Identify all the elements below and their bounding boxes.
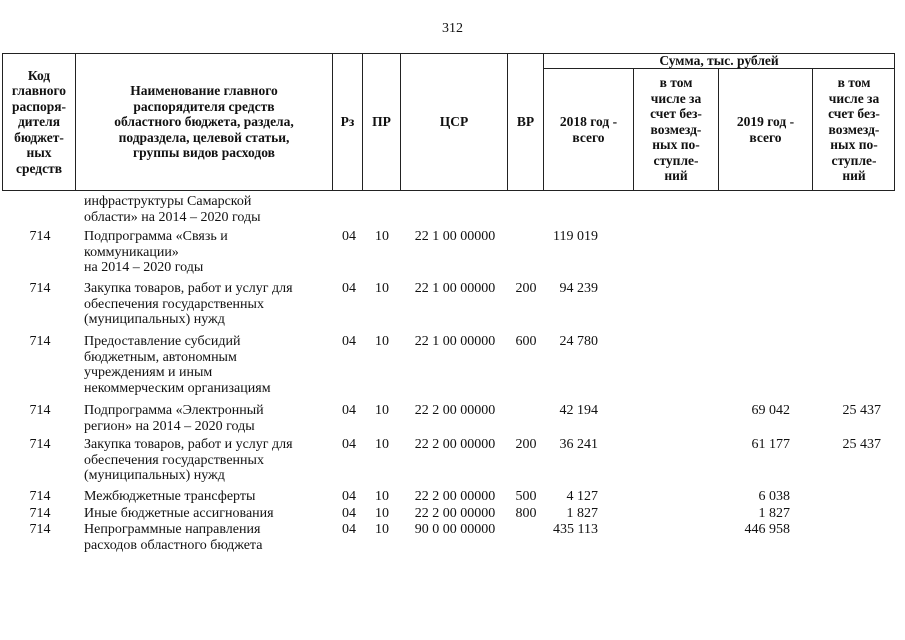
row-csr: 22 2 00 00000	[414, 506, 496, 521]
row-vr: 800	[515, 506, 537, 521]
row-vr: 200	[515, 281, 537, 296]
row-sum-2018: 36 241	[559, 437, 598, 452]
row-rz: 04	[342, 489, 356, 504]
row-sum-2019-gratis: 25 437	[842, 403, 881, 418]
row-code: 714	[29, 229, 51, 244]
row-name: Закупка товаров, работ и услуг для обеспечения государственных (муниципальных) нужд	[84, 437, 293, 483]
row-csr: 90 0 00 00000	[414, 522, 496, 537]
row-code: 714	[29, 281, 51, 296]
row-rz: 04	[342, 229, 356, 244]
row-name: Подпрограмма «Электронный регион» на 2014 – 2020 годы	[84, 403, 264, 434]
row-code: 714	[29, 437, 51, 452]
row-sum-2019: 6 038	[758, 489, 790, 504]
row-name: Непрограммные направления расходов областного бюджета	[84, 522, 263, 553]
row-name: Иные бюджетные ассигнования	[84, 506, 274, 521]
row-name: Межбюджетные трансферты	[84, 489, 256, 504]
row-csr: 22 2 00 00000	[414, 489, 496, 504]
header-2018-total: 2018 год - всего	[544, 69, 634, 190]
header-sum-title: Сумма, тыс. рублей	[544, 54, 894, 69]
row-csr: 22 1 00 00000	[414, 229, 496, 244]
header-sum-group	[544, 54, 894, 190]
row-name: Предоставление субсидий бюджетным, автономным учреждениям и иным некоммерческим организациям	[84, 334, 271, 396]
row-rz: 04	[342, 334, 356, 349]
row-code: 714	[29, 489, 51, 504]
row-pr: 10	[375, 403, 389, 418]
table-header	[2, 53, 895, 191]
row-code: 714	[29, 334, 51, 349]
header-csr: ЦСР	[401, 54, 508, 190]
row-name: Подпрограмма «Связь и коммуникации» на 2014 – 2020 годы	[84, 229, 228, 275]
row-sum-2018: 435 113	[553, 522, 598, 537]
header-pr: ПР	[363, 54, 401, 190]
row-code: 714	[29, 403, 51, 418]
row-rz: 04	[342, 506, 356, 521]
row-pr: 10	[375, 489, 389, 504]
header-2018-gratis: в том числе за счет без- возмезд- ных по- ступле- ний	[634, 69, 719, 190]
row-rz: 04	[342, 281, 356, 296]
header-rz: Рз	[333, 54, 363, 190]
row-sum-2018: 4 127	[566, 489, 598, 504]
row-name: Закупка товаров, работ и услуг для обеспечения государственных (муниципальных) нужд	[84, 281, 293, 327]
header-vr: ВР	[508, 54, 544, 190]
row-sum-2018: 42 194	[559, 403, 598, 418]
row-csr: 22 2 00 00000	[414, 437, 496, 452]
header-code: Код главного распоря- дителя бюджет- ных средств	[3, 54, 76, 190]
row-vr: 500	[515, 489, 537, 504]
row-code: 714	[29, 522, 51, 537]
row-sum-2018: 119 019	[553, 229, 598, 244]
header-name: Наименование главного распорядителя средств областного бюджета, раздела, подраздела, целевой статьи, группы видов расходов	[76, 54, 333, 190]
row-csr: 22 1 00 00000	[414, 334, 496, 349]
row-sum-2019-gratis: 25 437	[842, 437, 881, 452]
row-sum-2018: 24 780	[559, 334, 598, 349]
row-rz: 04	[342, 522, 356, 537]
row-pr: 10	[375, 229, 389, 244]
header-2019-total: 2019 год - всего	[719, 69, 813, 190]
row-sum-2018: 94 239	[559, 281, 598, 296]
row-pr: 10	[375, 437, 389, 452]
row-csr: 22 2 00 00000	[414, 403, 496, 418]
row-vr: 600	[515, 334, 537, 349]
row-pr: 10	[375, 506, 389, 521]
row-csr: 22 1 00 00000	[414, 281, 496, 296]
row-sum-2019: 446 958	[744, 522, 790, 537]
row-vr: 200	[515, 437, 537, 452]
row-rz: 04	[342, 437, 356, 452]
page-number: 312	[442, 21, 463, 36]
row-pr: 10	[375, 334, 389, 349]
row-sum-2019: 61 177	[751, 437, 790, 452]
row-code: 714	[29, 506, 51, 521]
header-2019-gratis: в том числе за счет без- возмезд- ных по- ступле- ний	[828, 75, 880, 184]
row-pr: 10	[375, 281, 389, 296]
row-name: инфраструктуры Самарской области» на 2014 – 2020 годы	[84, 194, 261, 225]
row-sum-2019: 69 042	[751, 403, 790, 418]
row-pr: 10	[375, 522, 389, 537]
row-sum-2019: 1 827	[758, 506, 790, 521]
header-sum-subcolumns	[544, 69, 894, 190]
row-sum-2018: 1 827	[566, 506, 598, 521]
row-rz: 04	[342, 403, 356, 418]
